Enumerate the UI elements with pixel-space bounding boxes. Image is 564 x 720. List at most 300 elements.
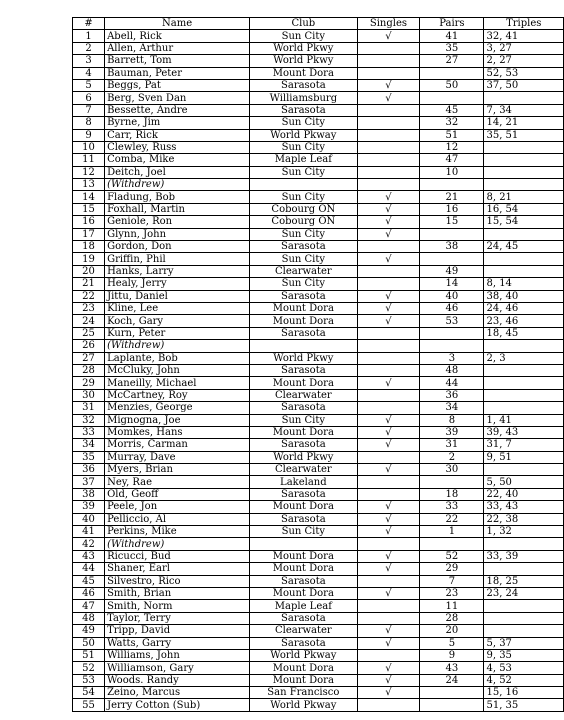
cell-triples: 9, 51 [484,451,564,463]
cell-club: World Pkwy [250,352,357,364]
cell-singles: √ [357,30,420,42]
cell-triples: 2, 3 [484,352,564,364]
cell-name: Mignogna, Joe [105,414,250,426]
cell-name: Murray, Dave [105,451,250,463]
cell-pairs: 31 [420,439,484,451]
cell-name: Bessette, Andre [105,104,250,116]
table-row [73,625,564,637]
cell-triples: 51, 35 [484,699,564,711]
cell-pairs: 9 [420,649,484,661]
cell-singles [357,600,420,612]
cell-name: Smith, Brian [105,587,250,599]
cell-singles: √ [357,253,420,265]
cell-singles [357,141,420,153]
cell-club: Sarasota [250,402,357,414]
cell-pairs [420,340,484,352]
cell-singles [357,649,420,661]
cell-name: Woods. Randy [105,674,250,686]
cell-triples: 9, 35 [484,649,564,661]
cell-triples: 22, 40 [484,488,564,500]
cell-name: Silvestro, Rico [105,575,250,587]
cell-num: 30 [73,389,105,401]
cell-pairs [420,476,484,488]
cell-name: (Withdrew) [105,179,250,191]
cell-triples: 1, 41 [484,414,564,426]
cell-club: Mount Dora [250,550,357,562]
cell-club: World Pkwy [250,42,357,54]
cell-triples: 8, 14 [484,278,564,290]
cell-triples: 18, 25 [484,575,564,587]
cell-triples: 52, 53 [484,67,564,79]
table-row [73,104,564,116]
cell-pairs: 5 [420,637,484,649]
cell-club: Lakeland [250,476,357,488]
cell-pairs [420,687,484,699]
cell-name: Healy, Jerry [105,278,250,290]
cell-club: Sun City [250,141,357,153]
cell-singles [357,104,420,116]
table-row [73,30,564,42]
roster-body [73,30,564,711]
cell-name: Ney, Rae [105,476,250,488]
table-row [73,649,564,661]
cell-club: Sarasota [250,290,357,302]
cell-pairs [420,327,484,339]
cell-name: Old, Geoff [105,488,250,500]
cell-pairs: 44 [420,377,484,389]
cell-club: Mount Dora [250,563,357,575]
cell-club: Sarasota [250,241,357,253]
cell-triples: 3, 27 [484,42,564,54]
table-row [73,513,564,525]
cell-triples: 23, 24 [484,587,564,599]
cell-pairs [420,92,484,104]
cell-triples: 15, 54 [484,216,564,228]
cell-singles: √ [357,674,420,686]
cell-club: Sarasota [250,327,357,339]
cell-name: Barrett, Tom [105,55,250,67]
cell-club: Sarasota [250,575,357,587]
cell-num: 2 [73,42,105,54]
cell-singles [357,389,420,401]
cell-name: Shaner, Earl [105,563,250,575]
cell-num: 35 [73,451,105,463]
cell-club: Sun City [250,253,357,265]
cell-pairs: 21 [420,191,484,203]
cell-name: Watts, Garry [105,637,250,649]
cell-pairs: 52 [420,550,484,562]
header-pairs: Pairs [420,18,484,30]
table-row [73,117,564,129]
cell-pairs: 36 [420,389,484,401]
cell-name: Jittu, Daniel [105,290,250,302]
cell-name: Kurn, Peter [105,327,250,339]
cell-pairs: 45 [420,104,484,116]
cell-pairs: 22 [420,513,484,525]
cell-club [250,538,357,550]
cell-club: Cobourg ON [250,216,357,228]
table-row [73,340,564,352]
cell-triples: 23, 46 [484,315,564,327]
cell-pairs: 30 [420,464,484,476]
cell-singles [357,241,420,253]
table-row [73,662,564,674]
cell-triples: 35, 51 [484,129,564,141]
cell-singles [357,179,420,191]
cell-pairs: 34 [420,402,484,414]
cell-num: 34 [73,439,105,451]
cell-singles: √ [357,290,420,302]
cell-triples: 2, 27 [484,55,564,67]
cell-club: Sarasota [250,488,357,500]
cell-name: Foxhall, Martin [105,203,250,215]
cell-num: 8 [73,117,105,129]
cell-singles: √ [357,625,420,637]
table-row [73,439,564,451]
cell-triples: 33, 39 [484,550,564,562]
cell-name: Taylor, Terry [105,612,250,624]
cell-club: Mount Dora [250,501,357,513]
cell-singles: √ [357,203,420,215]
cell-club: Mount Dora [250,662,357,674]
cell-singles [357,166,420,178]
cell-name: Williamson, Gary [105,662,250,674]
cell-num: 16 [73,216,105,228]
cell-singles: √ [357,587,420,599]
table-row [73,315,564,327]
cell-club: Sarasota [250,439,357,451]
cell-triples [484,166,564,178]
cell-pairs: 12 [420,141,484,153]
cell-triples: 18, 45 [484,327,564,339]
cell-num: 38 [73,488,105,500]
cell-club: World Pkwy [250,451,357,463]
cell-singles: √ [357,92,420,104]
cell-singles: √ [357,563,420,575]
cell-club [250,179,357,191]
cell-triples: 5, 50 [484,476,564,488]
cell-num: 36 [73,464,105,476]
table-row [73,191,564,203]
cell-singles: √ [357,439,420,451]
cell-triples: 24, 46 [484,302,564,314]
cell-name: Glynn, John [105,228,250,240]
cell-name: Pelliccio, Al [105,513,250,525]
cell-singles [357,55,420,67]
table-row [73,526,564,538]
cell-num: 51 [73,649,105,661]
cell-triples [484,377,564,389]
cell-singles: √ [357,79,420,91]
cell-triples [484,253,564,265]
cell-triples: 4, 53 [484,662,564,674]
cell-club: Sun City [250,526,357,538]
cell-triples: 7, 34 [484,104,564,116]
roster-table [72,17,564,712]
table-row [73,203,564,215]
cell-singles [357,402,420,414]
table-row [73,302,564,314]
cell-singles [357,129,420,141]
cell-triples [484,600,564,612]
cell-num: 46 [73,587,105,599]
cell-triples: 31, 7 [484,439,564,451]
cell-num: 5 [73,79,105,91]
cell-singles [357,117,420,129]
cell-singles [357,476,420,488]
header-triples: Triples [484,18,564,30]
table-row [73,637,564,649]
cell-pairs [420,67,484,79]
cell-club: World Pkway [250,129,357,141]
cell-name: (Withdrew) [105,340,250,352]
table-row [73,600,564,612]
table-row [73,352,564,364]
cell-name: Bauman, Peter [105,67,250,79]
cell-name: Fladung, Bob [105,191,250,203]
cell-num: 37 [73,476,105,488]
cell-singles: √ [357,228,420,240]
cell-num: 29 [73,377,105,389]
cell-num: 10 [73,141,105,153]
cell-num: 48 [73,612,105,624]
table-row [73,42,564,54]
cell-name: Jerry Cotton (Sub) [105,699,250,711]
table-row [73,154,564,166]
cell-club: World Pkway [250,649,357,661]
table-row [73,464,564,476]
table-row [73,179,564,191]
cell-triples: 15, 16 [484,687,564,699]
cell-singles [357,451,420,463]
cell-triples: 14, 21 [484,117,564,129]
cell-name: McCartney, Roy [105,389,250,401]
cell-pairs: 39 [420,426,484,438]
cell-club [250,340,357,352]
table-row [73,377,564,389]
cell-singles: √ [357,526,420,538]
table-row [73,79,564,91]
cell-pairs: 49 [420,265,484,277]
cell-pairs: 32 [420,117,484,129]
cell-name: Geniole, Ron [105,216,250,228]
cell-num: 20 [73,265,105,277]
cell-singles: √ [357,377,420,389]
cell-triples: 22, 38 [484,513,564,525]
cell-num: 27 [73,352,105,364]
cell-club: Clearwater [250,464,357,476]
table-row [73,538,564,550]
cell-pairs [420,699,484,711]
cell-singles [357,538,420,550]
cell-singles: √ [357,550,420,562]
cell-num: 7 [73,104,105,116]
cell-club: Sarasota [250,79,357,91]
cell-club: Mount Dora [250,302,357,314]
cell-name: Laplante, Bob [105,352,250,364]
cell-club: Mount Dora [250,587,357,599]
cell-num: 14 [73,191,105,203]
table-row [73,216,564,228]
cell-club: Sarasota [250,612,357,624]
table-row [73,290,564,302]
header-name: Name [105,18,250,30]
table-row [73,501,564,513]
table-row [73,426,564,438]
cell-singles [357,327,420,339]
cell-club: Maple Leaf [250,600,357,612]
cell-num: 45 [73,575,105,587]
cell-club: Mount Dora [250,67,357,79]
cell-club: Sun City [250,30,357,42]
cell-name: Myers, Brian [105,464,250,476]
cell-singles [357,612,420,624]
cell-num: 31 [73,402,105,414]
cell-singles [357,575,420,587]
cell-num: 19 [73,253,105,265]
cell-singles: √ [357,513,420,525]
cell-triples [484,563,564,575]
cell-pairs: 38 [420,241,484,253]
cell-pairs: 10 [420,166,484,178]
cell-name: Berg, Sven Dan [105,92,250,104]
cell-triples: 33, 43 [484,501,564,513]
cell-pairs: 27 [420,55,484,67]
cell-triples [484,154,564,166]
cell-num: 28 [73,364,105,376]
cell-pairs: 14 [420,278,484,290]
cell-singles: √ [357,315,420,327]
cell-club: Mount Dora [250,674,357,686]
table-row [73,563,564,575]
cell-name: Koch, Gary [105,315,250,327]
table-row [73,389,564,401]
cell-num: 4 [73,67,105,79]
cell-pairs: 8 [420,414,484,426]
cell-singles [357,352,420,364]
cell-singles [357,278,420,290]
cell-name: (Withdrew) [105,538,250,550]
table-row [73,550,564,562]
cell-name: Ricucci, Bud [105,550,250,562]
cell-singles: √ [357,216,420,228]
cell-triples: 1, 32 [484,526,564,538]
header-singles: Singles [357,18,420,30]
cell-triples [484,265,564,277]
cell-pairs: 16 [420,203,484,215]
table-row [73,67,564,79]
cell-num: 18 [73,241,105,253]
cell-num: 11 [73,154,105,166]
cell-num: 54 [73,687,105,699]
cell-triples [484,364,564,376]
cell-num: 6 [73,92,105,104]
cell-club: Sun City [250,117,357,129]
cell-club: Sarasota [250,364,357,376]
table-row [73,364,564,376]
cell-name: Carr, Rick [105,129,250,141]
cell-triples [484,402,564,414]
cell-pairs [420,253,484,265]
cell-num: 50 [73,637,105,649]
cell-pairs: 46 [420,302,484,314]
cell-num: 21 [73,278,105,290]
cell-triples: 39, 43 [484,426,564,438]
cell-num: 9 [73,129,105,141]
cell-name: Allen, Arthur [105,42,250,54]
cell-num: 26 [73,340,105,352]
cell-club: Mount Dora [250,315,357,327]
cell-name: Beggs, Pat [105,79,250,91]
cell-triples: 24, 45 [484,241,564,253]
cell-pairs [420,228,484,240]
table-row [73,265,564,277]
cell-triples [484,389,564,401]
cell-name: Byrne, Jim [105,117,250,129]
table-row [73,241,564,253]
cell-name: Clewley, Russ [105,141,250,153]
cell-name: Williams, John [105,649,250,661]
cell-triples [484,179,564,191]
cell-singles: √ [357,426,420,438]
cell-singles [357,488,420,500]
cell-club: Sarasota [250,513,357,525]
cell-singles [357,265,420,277]
cell-num: 42 [73,538,105,550]
cell-singles [357,364,420,376]
header-club: Club [250,18,357,30]
cell-club: Clearwater [250,625,357,637]
cell-num: 22 [73,290,105,302]
cell-pairs: 40 [420,290,484,302]
cell-singles: √ [357,501,420,513]
cell-pairs: 33 [420,501,484,513]
cell-pairs: 47 [420,154,484,166]
cell-singles: √ [357,191,420,203]
cell-triples [484,612,564,624]
cell-name: Griffin, Phil [105,253,250,265]
cell-triples [484,464,564,476]
cell-pairs [420,538,484,550]
cell-pairs: 2 [420,451,484,463]
cell-name: Abell, Rick [105,30,250,42]
cell-name: Zeino, Marcus [105,687,250,699]
cell-triples [484,228,564,240]
cell-num: 17 [73,228,105,240]
cell-club: Sun City [250,414,357,426]
cell-club: World Pkwy [250,55,357,67]
table-row [73,402,564,414]
table-row [73,575,564,587]
cell-club: Sun City [250,278,357,290]
header-num: # [73,18,105,30]
cell-singles: √ [357,687,420,699]
cell-club: Sun City [250,228,357,240]
cell-triples: 37, 50 [484,79,564,91]
cell-pairs [420,179,484,191]
table-row [73,228,564,240]
cell-name: Momkes, Hans [105,426,250,438]
cell-singles: √ [357,302,420,314]
cell-num: 40 [73,513,105,525]
cell-club: Mount Dora [250,426,357,438]
header-row [73,18,564,30]
cell-pairs: 20 [420,625,484,637]
cell-num: 44 [73,563,105,575]
cell-name: Perkins, Mike [105,526,250,538]
table-row [73,414,564,426]
cell-club: Clearwater [250,265,357,277]
